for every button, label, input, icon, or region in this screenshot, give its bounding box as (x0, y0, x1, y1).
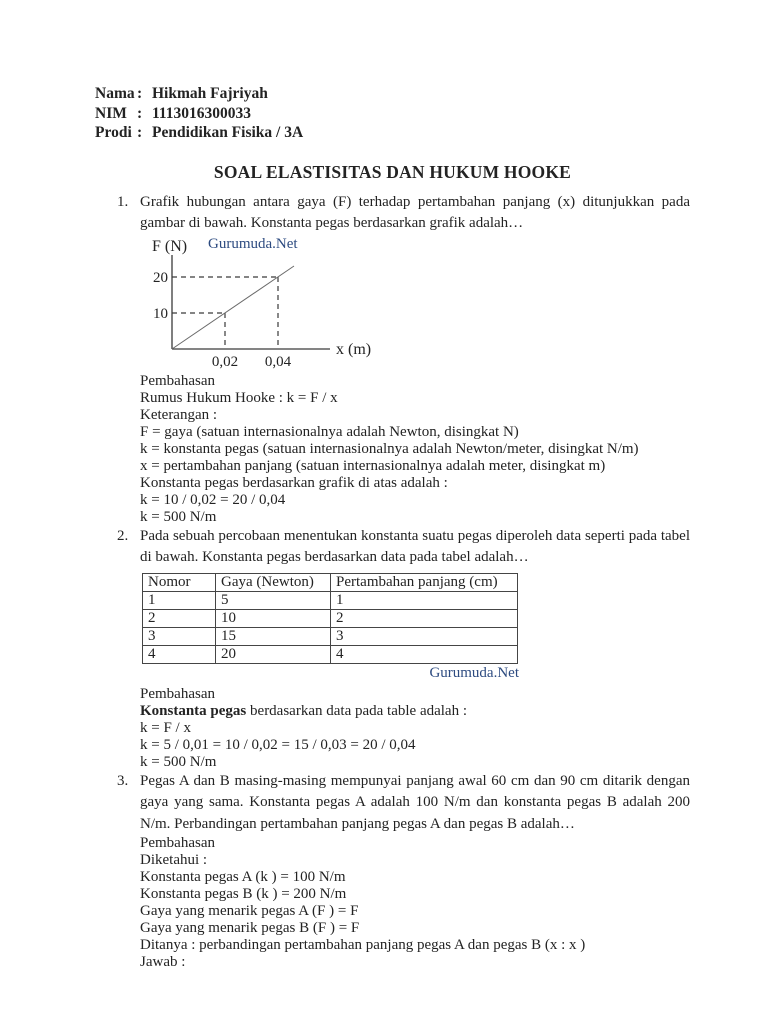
y-tick-20: 20 (153, 269, 168, 286)
solution-line: k = 5 / 0,01 = 10 / 0,02 = 15 / 0,03 = 20 / 0,04 (140, 736, 416, 753)
info-label: Nama (95, 85, 135, 102)
info-colon: : (137, 124, 143, 141)
watermark-gurumuda: Gurumuda.Net (429, 664, 519, 681)
solution-line: Keterangan : (140, 406, 218, 423)
solution-line: k = 500 N/m (140, 508, 217, 525)
info-label: Prodi (95, 124, 132, 141)
question-number: 3. (117, 772, 129, 789)
y-axis-title: F (N) (152, 237, 188, 255)
question-2 (117, 526, 690, 771)
x-tick-004: 0,04 (264, 353, 292, 370)
info-colon: : (137, 104, 143, 122)
solution-line: Ditanya : perbandingan pertambahan panjang pegas A dan pegas B (x : x ) (140, 937, 586, 953)
solution-line: Pembahasan (140, 372, 215, 389)
solution-line: x = pertambahan panjang (satuan internasionalnya adalah meter, disingkat m) (140, 457, 606, 474)
solution-line: Konstanta pegas berdasarkan grafik di atas adalah : (140, 474, 448, 491)
solution-line: Gaya yang menarik pegas A (F ) = F (140, 903, 359, 919)
solution-line: Diketahui : (140, 852, 208, 868)
solution-line: Pembahasan (140, 685, 215, 702)
table-cell: 1 (143, 591, 216, 609)
table-cell: 1 (331, 591, 518, 609)
table-header-cell: Gaya (Newton) (216, 573, 331, 591)
table-cell: 2 (331, 609, 518, 627)
solution-line: Gaya yang menarik pegas B (F ) = F (140, 920, 360, 936)
solution-bold-text: Konstanta pegas (140, 702, 247, 719)
y-tick-10: 10 (153, 305, 168, 322)
info-value: Hikmah Fajriyah (152, 85, 268, 102)
solution-line: Konstanta pegas B (k ) = 200 N/m (140, 886, 347, 902)
data-line (172, 266, 294, 349)
solution-line: k = F / x (140, 719, 191, 736)
question-text: Pegas A dan B masing-masing mempunyai panjang awal 60 cm dan 90 cm ditarik dengan gaya yang sama. Konstanta pegas A adalah 100 N/m dan konstanta pegas B adalah 200 N/m. Perbandingan pertambahan panjang pegas A dan pegas B adalah… (140, 772, 690, 832)
question-1 (117, 192, 690, 526)
page-title: SOAL ELASTISITAS DAN HUKUM HOOKE (213, 161, 572, 182)
table-cell: 15 (216, 627, 331, 645)
force-extension-graph (142, 237, 402, 370)
table-cell: 2 (143, 609, 216, 627)
graph-figure (142, 237, 690, 370)
table-row (143, 627, 518, 645)
question-text: Pada sebuah percobaan menentukan konstanta suatu pegas diperoleh data seperti pada tabel di bawah. Konstanta pegas berdasarkan data pada tabel adalah… (140, 527, 690, 565)
solution-line: Konstanta pegas berdasarkan data pada table adalah : (140, 702, 467, 719)
question-3 (117, 771, 690, 972)
solution-line: Rumus Hukum Hooke : k = F / x (140, 389, 338, 406)
table-header-cell: Nomor (143, 573, 216, 591)
table-cell: 3 (331, 627, 518, 645)
solution-line: k = 500 N/m (140, 753, 217, 770)
solution-line: Jawab : (140, 954, 186, 970)
data-table (142, 573, 518, 664)
solution-line: k = 10 / 0,02 = 20 / 0,04 (140, 491, 286, 508)
solution-line: Konstanta pegas A (k ) = 100 N/m (140, 869, 346, 885)
info-value: 1113016300033 (152, 104, 252, 122)
info-value: Pendidikan Fisika / 3A (152, 124, 304, 141)
x-tick-002: 0,02 (211, 353, 239, 370)
question-number: 2. (117, 527, 129, 544)
table-row (143, 609, 518, 627)
info-label: NIM (95, 104, 127, 122)
info-row-prodi (95, 123, 690, 143)
table-row (143, 645, 518, 663)
x-axis-title: x (m) (336, 340, 372, 358)
question-number: 1. (117, 193, 129, 210)
solution-line: Pembahasan (140, 835, 215, 851)
table-cell: 3 (143, 627, 216, 645)
table-cell: 4 (331, 645, 518, 663)
question-text: Grafik hubungan antara gaya (F) terhadap pertambahan panjang (x) ditunjukkan pada gambar di bawah. Konstanta pegas berdasarkan grafik adalah… (140, 193, 690, 231)
table-cell: 10 (216, 609, 331, 627)
watermark-gurumuda: Gurumuda.Net (208, 235, 298, 252)
info-row-nama (95, 84, 690, 104)
table-cell: 4 (143, 645, 216, 663)
table-header-row (143, 573, 518, 591)
table-cell: 5 (216, 591, 331, 609)
question-list (95, 192, 690, 972)
info-colon: : (137, 85, 143, 102)
table-header-cell: Pertambahan panjang (cm) (331, 573, 518, 591)
table-cell: 20 (216, 645, 331, 663)
solution-line: F = gaya (satuan internasionalnya adalah Newton, disingkat N) (140, 423, 519, 440)
student-info (95, 84, 690, 143)
solution-line: k = konstanta pegas (satuan internasionalnya adalah Newton/meter, disingkat N/m) (140, 440, 639, 457)
info-row-nim (95, 104, 690, 124)
table-row (143, 591, 518, 609)
